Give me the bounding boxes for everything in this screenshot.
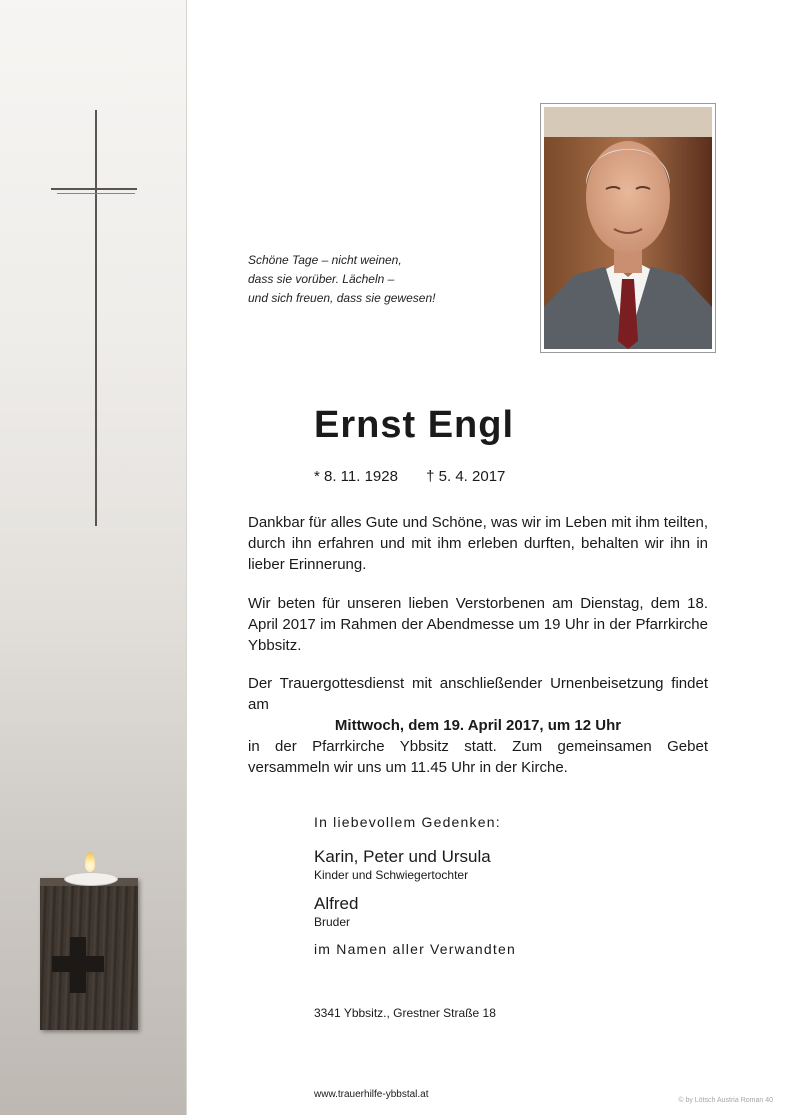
mourner-names: Alfred [314,894,359,913]
portrait-image [544,107,712,349]
cross-icon [95,110,97,526]
funeral-date: Mittwoch, dem 19. April 2017, um 12 Uhr [334,717,622,734]
gratitude-paragraph: Dankbar für alles Gute und Schöne, was wir im Leben mit ihm teilten, durch ihn erfahren und mit ihm erleben durften, behalten wir ihn in lieber Erinnerung. [248,514,708,573]
greeting: In liebevollem Gedenken: [314,814,501,830]
flame-icon [85,852,95,872]
funeral-paragraph [248,673,708,778]
mourner-group [314,847,491,882]
life-dates [314,468,505,485]
decorative-sidebar [0,0,187,1115]
quote-line: dass sie vorüber. Lächeln – [248,272,395,286]
relatives-closing: im Namen aller Verwandten [314,941,516,957]
death-date: † 5. 4. 2017 [426,468,506,485]
memorial-quote [248,251,508,308]
mourner-group [314,894,358,929]
quote-line: und sich freuen, dass sie gewesen! [248,291,436,305]
tealight [64,872,118,886]
candle-holder [40,878,138,1030]
cross-icon-shadow [57,193,135,194]
funeral-outro: in der Pfarrkirche Ybbsitz statt. Zum gemeinsamen Gebet versammeln wir uns um 11.45 Uhr in der Kirche. [248,738,708,776]
portrait-photo [540,103,716,353]
birth-date: * 8. 11. 1928 [314,468,398,485]
address: 3341 Ybbsitz., Grestner Straße 18 [314,1006,496,1020]
deceased-name: Ernst Engl [314,404,515,446]
funeral-intro: Der Trauergottesdienst mit anschließender Urnenbeisetzung findet am [248,675,708,713]
website-link[interactable]: www.trauerhilfe-ybbstal.at [314,1089,429,1100]
copyright-note: © by Lötsch Austria Roman 40 [678,1097,773,1104]
quote-line: Schöne Tage – nicht weinen, [248,253,402,267]
prayer-paragraph: Wir beten für unseren lieben Verstorbenen am Dienstag, dem 18. April 2017 im Rahmen der Abendmesse um 19 Uhr in der Pfarrkirche Ybbsitz. [248,595,708,654]
mourner-relation: Bruder [314,915,351,929]
mourner-names: Karin, Peter und Ursula [314,847,491,866]
cross-icon-bar [51,188,137,190]
mourner-relation: Kinder und Schwiegertochter [314,868,469,882]
candle-icon [40,852,140,1032]
